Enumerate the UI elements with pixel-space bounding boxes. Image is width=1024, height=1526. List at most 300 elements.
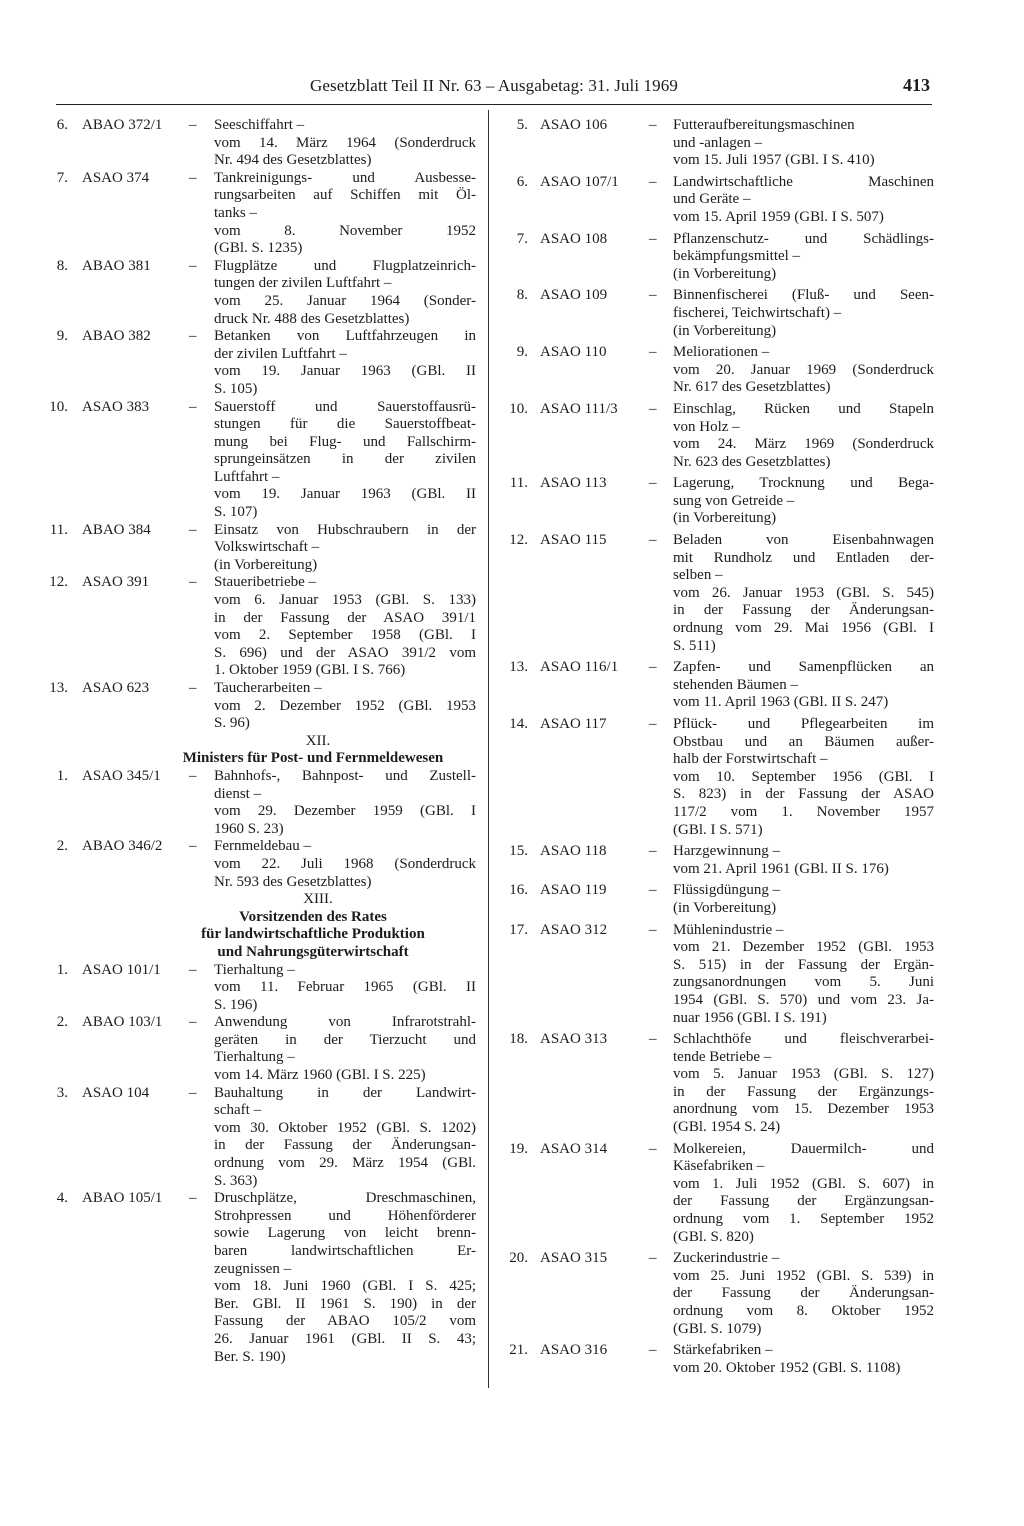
list-entry bbox=[30, 962, 476, 1015]
list-entry bbox=[30, 680, 476, 733]
section-heading: und Nahrungsgüterwirtschaft bbox=[217, 943, 409, 960]
entry-line: Binnenfischerei (Fluß- und Seen- bbox=[673, 287, 934, 304]
entry-line: (in Vorbereitung) bbox=[673, 899, 777, 916]
entry-code: ASAO 110 bbox=[540, 344, 607, 361]
list-entry bbox=[30, 170, 476, 258]
entry-line: sung von Getreide – bbox=[673, 492, 795, 509]
entry-line: vom 14. März 1964 (Sonderdruck bbox=[214, 134, 476, 151]
entry-line: vom 15. Juli 1957 (GBl. I S. 410) bbox=[673, 152, 875, 169]
entry-line: 26. Januar 1961 (GBl. II S. 43; bbox=[214, 1330, 476, 1347]
entry-number: 2. bbox=[56, 1014, 68, 1031]
entry-line: Einsatz von Hubschraubern in der bbox=[214, 521, 476, 538]
entry-line: Molkereien, Dauermilch- und bbox=[673, 1140, 934, 1157]
list-entry bbox=[30, 522, 476, 575]
entry-number: 1. bbox=[56, 961, 68, 978]
entry-text bbox=[214, 1085, 476, 1191]
list-entry bbox=[30, 768, 476, 838]
entry-text bbox=[214, 838, 476, 891]
entry-line: nuar 1956 (GBl. I S. 191) bbox=[673, 1009, 827, 1026]
section-heading: für landwirtschaftliche Produktion bbox=[201, 926, 425, 943]
list-entry bbox=[498, 344, 934, 397]
header-rule bbox=[56, 104, 932, 105]
entry-line: (GBl. S. 1235) bbox=[214, 240, 303, 257]
entry-line: 1954 (GBl. S. 570) und vom 23. Ja- bbox=[673, 991, 934, 1008]
entry-line: Ber. GBl. II 1961 S. 190) in der bbox=[214, 1295, 476, 1312]
entry-line: zungsanordnungen vom 5. Juni bbox=[673, 974, 934, 991]
entry-number: 1. bbox=[56, 767, 68, 784]
entry-code: ASAO 315 bbox=[540, 1250, 608, 1267]
entry-line: und Geräte – bbox=[673, 191, 751, 208]
entry-line: vom 22. Juli 1968 (Sonderdruck bbox=[214, 855, 476, 872]
entry-line: Pflück- und Pflegearbeiten im bbox=[673, 716, 934, 732]
entry-code: ASAO 109 bbox=[540, 287, 608, 304]
entry-code: ASAO 314 bbox=[540, 1140, 608, 1157]
entry-code: ASAO 383 bbox=[82, 398, 150, 415]
entry-dash: – bbox=[649, 532, 657, 549]
entry-line: Stärkefabriken – bbox=[673, 1342, 773, 1359]
list-entry bbox=[30, 399, 476, 522]
entry-line: in der Fassung der Änderungsan- bbox=[214, 1137, 476, 1154]
entry-text bbox=[214, 522, 476, 575]
entry-dash: – bbox=[189, 169, 197, 186]
entry-code: ASAO 313 bbox=[540, 1031, 608, 1048]
entry-line: Obstbau und an Bäumen außer- bbox=[673, 733, 934, 750]
entry-code: ABAO 103/1 bbox=[82, 1014, 163, 1031]
entry-line: Landwirtschaftliche Maschinen bbox=[673, 173, 934, 190]
entry-line: Harzgewinnung – bbox=[673, 843, 781, 860]
entry-number: 21. bbox=[509, 1342, 528, 1359]
entry-line: stungen für die Sauerstoffbeat- bbox=[214, 416, 476, 433]
list-entry bbox=[30, 328, 476, 398]
entry-text bbox=[673, 344, 934, 397]
section-roman: XII. bbox=[305, 732, 331, 749]
entry-number: 15. bbox=[509, 843, 528, 860]
list-entry bbox=[30, 117, 476, 170]
entry-number: 9. bbox=[516, 344, 528, 361]
entry-line: Flugplätze und Flugplatzeinrich- bbox=[214, 257, 476, 274]
entry-line: der zivilen Luftfahrt – bbox=[214, 345, 347, 362]
entry-line: tungen der zivilen Luftfahrt – bbox=[214, 275, 392, 292]
list-entry bbox=[498, 659, 934, 712]
entry-line: (in Vorbereitung) bbox=[214, 556, 318, 573]
page-number: 413 bbox=[903, 75, 930, 95]
entry-dash: – bbox=[649, 400, 657, 417]
entry-line: in der Fassung der ASAO 391/1 bbox=[214, 609, 476, 626]
entry-line: Flüssigdüngung – bbox=[673, 882, 781, 899]
entry-dash: – bbox=[189, 1190, 197, 1207]
entry-line: der Fassung der Ergänzungsan- bbox=[673, 1193, 934, 1210]
entry-line: vom 6. Januar 1953 (GBl. S. 133) bbox=[214, 592, 476, 609]
entry-code: ASAO 117 bbox=[540, 716, 607, 732]
entry-text bbox=[673, 882, 934, 917]
entry-dash: – bbox=[649, 1342, 657, 1359]
entry-line: vom 19. Januar 1963 (GBl. II bbox=[214, 363, 476, 380]
entry-code: ASAO 108 bbox=[540, 230, 608, 247]
entry-code: ASAO 374 bbox=[82, 169, 150, 186]
entry-line: halb der Forstwirtschaft – bbox=[673, 751, 828, 768]
list-entry bbox=[30, 1085, 476, 1191]
list-entry bbox=[498, 1250, 934, 1338]
list-entry bbox=[498, 401, 934, 471]
entry-line: Tierhaltung – bbox=[214, 1049, 295, 1066]
entry-line: in der Fassung der Änderungsan- bbox=[673, 602, 934, 619]
entry-line: Nr. 617 des Gesetzblattes) bbox=[673, 379, 831, 396]
entry-line: Druschplätze, Dreschmaschinen, bbox=[214, 1190, 476, 1207]
entry-text bbox=[673, 1250, 934, 1338]
entry-line: Taucherarbeiten – bbox=[214, 680, 322, 696]
entry-text bbox=[673, 475, 934, 528]
entry-text bbox=[673, 117, 934, 170]
entry-line: schaft – bbox=[214, 1102, 262, 1119]
right-column bbox=[498, 117, 934, 1377]
entry-line: (GBl. I S. 571) bbox=[673, 821, 763, 838]
entry-line: S. 515) in der Fassung der Ergän- bbox=[673, 956, 934, 973]
entry-number: 12. bbox=[49, 574, 68, 591]
entry-dash: – bbox=[189, 117, 197, 133]
entry-text bbox=[673, 174, 934, 227]
entry-number: 13. bbox=[509, 659, 528, 676]
entry-line: mung bei Flug- und Fallschirm- bbox=[214, 433, 476, 450]
entry-line: 1. Oktober 1959 (GBl. I S. 766) bbox=[214, 662, 406, 679]
entry-code: ABAO 105/1 bbox=[82, 1190, 163, 1207]
section-roman: XIII. bbox=[303, 891, 333, 908]
entry-line: vom 11. Februar 1965 (GBl. II bbox=[214, 979, 476, 996]
entry-line: ordnung vom 1. September 1952 bbox=[673, 1211, 934, 1228]
entry-code: ASAO 312 bbox=[540, 921, 608, 938]
list-entry bbox=[498, 922, 934, 1028]
entry-line: Tankreinigungs- und Ausbesse- bbox=[214, 169, 476, 186]
entry-line: vom 11. April 1963 (GBl. II S. 247) bbox=[673, 694, 889, 711]
entry-code: ASAO 623 bbox=[82, 680, 150, 696]
entry-number: 8. bbox=[516, 287, 528, 304]
entry-line: Fassung der ABAO 105/2 vom bbox=[214, 1313, 476, 1330]
list-entry bbox=[498, 843, 934, 878]
entry-dash: – bbox=[189, 328, 197, 345]
list-entry bbox=[498, 1141, 934, 1247]
entry-text bbox=[673, 843, 934, 878]
entry-code: ABAO 384 bbox=[82, 521, 151, 538]
entry-number: 12. bbox=[509, 532, 528, 549]
entry-code: ASAO 107/1 bbox=[540, 173, 619, 190]
entry-line: vom 19. Januar 1963 (GBl. II bbox=[214, 486, 476, 503]
entry-number: 6. bbox=[516, 173, 528, 190]
entry-number: 6. bbox=[56, 117, 68, 133]
entry-dash: – bbox=[649, 659, 657, 676]
entry-text bbox=[673, 659, 934, 712]
entry-text bbox=[214, 117, 476, 170]
entry-line: vom 10. September 1956 (GBl. I bbox=[673, 768, 934, 785]
entry-line: vom 8. November 1952 bbox=[214, 222, 476, 239]
entry-line: fischerei, Teichwirtschaft) – bbox=[673, 304, 842, 321]
entry-text bbox=[214, 962, 476, 1015]
entry-line: S. 96) bbox=[214, 715, 250, 732]
entry-line: Bahnhofs-, Bahnpost- und Zustell- bbox=[214, 767, 476, 784]
entry-code: ASAO 115 bbox=[540, 532, 607, 549]
entry-line: anordnung vom 15. Dezember 1953 bbox=[673, 1101, 934, 1118]
entry-line: druck Nr. 488 des Gesetzblattes) bbox=[214, 310, 410, 327]
entry-line: vom 18. Juni 1960 (GBl. I S. 425; bbox=[214, 1278, 476, 1295]
list-entry bbox=[30, 258, 476, 328]
entry-line: Meliorationen – bbox=[673, 344, 770, 361]
entry-line: vom 20. Oktober 1952 (GBl. S. 1108) bbox=[673, 1359, 901, 1376]
entry-dash: – bbox=[649, 117, 657, 133]
entry-code: ASAO 111/3 bbox=[540, 400, 618, 417]
entry-dash: – bbox=[649, 344, 657, 361]
entry-line: vom 21. Dezember 1952 (GBl. 1953 bbox=[673, 939, 934, 956]
entry-line: Zuckerindustrie – bbox=[673, 1250, 780, 1267]
entry-code: ASAO 104 bbox=[82, 1084, 150, 1101]
entry-line: 1960 S. 23) bbox=[214, 820, 284, 837]
entry-text bbox=[673, 716, 934, 839]
entry-dash: – bbox=[189, 1084, 197, 1101]
left-column bbox=[30, 117, 476, 1366]
entry-line: Seeschiffahrt – bbox=[214, 117, 305, 133]
entry-dash: – bbox=[189, 574, 197, 591]
entry-line: ordnung vom 29. März 1954 (GBl. bbox=[214, 1155, 476, 1172]
entry-code: ASAO 113 bbox=[540, 475, 607, 492]
entry-line: tanks – bbox=[214, 204, 257, 221]
entry-line: Betanken von Luftfahrzeugen in bbox=[214, 328, 476, 345]
entry-code: ABAO 346/2 bbox=[82, 838, 163, 855]
entry-line: vom 15. April 1959 (GBl. I S. 507) bbox=[673, 208, 884, 225]
entry-line: sowie Lagerung von leicht brenn- bbox=[214, 1225, 476, 1242]
entry-dash: – bbox=[649, 882, 657, 899]
entry-number: 14. bbox=[509, 716, 528, 732]
entry-line: in der Fassung der Ergänzungs- bbox=[673, 1083, 934, 1100]
entry-text bbox=[673, 287, 934, 340]
entry-line: Luftfahrt – bbox=[214, 468, 280, 485]
list-entry bbox=[498, 287, 934, 340]
entry-line: Ber. S. 190) bbox=[214, 1348, 286, 1365]
entry-text bbox=[673, 1141, 934, 1247]
entry-number: 4. bbox=[56, 1190, 68, 1207]
entry-text bbox=[214, 768, 476, 838]
entry-number: 9. bbox=[56, 328, 68, 345]
entry-line: der Fassung der Änderungsan- bbox=[673, 1285, 934, 1302]
column-divider bbox=[488, 110, 489, 1388]
entry-line: Futteraufbereitungsmaschinen bbox=[673, 117, 855, 133]
entry-number: 13. bbox=[49, 680, 68, 696]
entry-line: Nr. 593 des Gesetzblattes) bbox=[214, 873, 372, 890]
list-entry bbox=[498, 532, 934, 655]
entry-text bbox=[214, 170, 476, 258]
entry-line: Fernmeldebau – bbox=[214, 838, 312, 855]
entry-dash: – bbox=[649, 1250, 657, 1267]
entry-dash: – bbox=[649, 921, 657, 938]
entry-text bbox=[673, 532, 934, 655]
entry-dash: – bbox=[189, 257, 197, 274]
entry-line: Sauerstoff und Sauerstoffausrü- bbox=[214, 398, 476, 415]
entry-number: 7. bbox=[56, 169, 68, 186]
entry-line: S. 363) bbox=[214, 1172, 258, 1189]
entry-line: S. 823) in der Fassung der ASAO bbox=[673, 786, 934, 803]
entry-line: vom 14. März 1960 (GBl. I S. 225) bbox=[214, 1067, 426, 1084]
left-entries-a bbox=[30, 117, 476, 733]
entry-line: (GBl. 1954 S. 24) bbox=[673, 1119, 781, 1136]
entry-dash: – bbox=[649, 716, 657, 732]
entry-line: rungsarbeiten auf Schiffen mit Öl- bbox=[214, 187, 476, 204]
entry-line: Einschlag, Rücken und Stapeln bbox=[673, 400, 934, 417]
header-title: Gesetzblatt Teil II Nr. 63 – Ausgabetag: 31. Juli 1969 bbox=[310, 76, 678, 95]
entry-number: 2. bbox=[56, 838, 68, 855]
list-entry bbox=[30, 838, 476, 891]
entry-dash: – bbox=[189, 680, 197, 696]
entry-dash: – bbox=[189, 398, 197, 415]
entry-number: 3. bbox=[56, 1084, 68, 1101]
entry-line: S. 196) bbox=[214, 996, 258, 1013]
entry-text bbox=[214, 680, 476, 733]
entry-number: 18. bbox=[509, 1031, 528, 1048]
entry-number: 19. bbox=[509, 1140, 528, 1157]
entry-line: zeugnissen – bbox=[214, 1260, 292, 1277]
entry-line: (GBl. S. 1079) bbox=[673, 1320, 762, 1337]
entry-line: S. 511) bbox=[673, 637, 716, 654]
entry-line: stehenden Bäumen – bbox=[673, 676, 798, 693]
entry-dash: – bbox=[189, 1014, 197, 1031]
entry-line: und -anlagen – bbox=[673, 134, 763, 151]
entry-text bbox=[214, 399, 476, 522]
entry-dash: – bbox=[649, 1140, 657, 1157]
entry-number: 20. bbox=[509, 1250, 528, 1267]
entry-line: Mühlenindustrie – bbox=[673, 921, 784, 938]
entry-dash: – bbox=[649, 287, 657, 304]
entry-line: (GBl. S. 820) bbox=[673, 1228, 754, 1245]
list-entry bbox=[498, 1031, 934, 1137]
entry-line: Strohpressen und Höhenförderer bbox=[214, 1207, 476, 1224]
entry-code: ASAO 118 bbox=[540, 843, 607, 860]
entry-dash: – bbox=[649, 1031, 657, 1048]
entry-line: vom 26. Januar 1953 (GBl. S. 545) bbox=[673, 584, 934, 601]
section-xiii bbox=[30, 891, 476, 961]
entry-line: vom 25. Januar 1964 (Sonder- bbox=[214, 292, 476, 309]
entry-line: Nr. 494 des Gesetzblattes) bbox=[214, 152, 372, 169]
entry-number: 17. bbox=[509, 921, 528, 938]
entry-line: 117/2 vom 1. November 1957 bbox=[673, 803, 934, 820]
entry-line: ordnung vom 8. Oktober 1952 bbox=[673, 1303, 934, 1319]
entry-line: Käsefabriken – bbox=[673, 1158, 765, 1175]
entry-line: S. 696) und der ASAO 391/2 vom bbox=[214, 644, 476, 661]
entry-line: Anwendung von Infrarotstrahl- bbox=[214, 1014, 476, 1031]
entry-text bbox=[214, 1014, 476, 1084]
list-entry bbox=[30, 574, 476, 680]
entry-line: Schlachthöfe und fleischverarbei- bbox=[673, 1031, 934, 1048]
list-entry bbox=[498, 231, 934, 284]
entry-code: ASAO 391 bbox=[82, 574, 150, 591]
page-header bbox=[56, 76, 932, 102]
entry-line: dienst – bbox=[214, 785, 262, 802]
entry-text bbox=[214, 258, 476, 328]
entry-line: Volkswirtschaft – bbox=[214, 539, 320, 556]
entry-text bbox=[673, 231, 934, 284]
entry-line: Staueribetriebe – bbox=[214, 574, 317, 591]
entry-line: vom 29. Dezember 1959 (GBl. I bbox=[214, 803, 476, 820]
entry-line: sprungeinsätzen in der zivilen bbox=[214, 451, 476, 468]
entry-code: ABAO 382 bbox=[82, 328, 151, 345]
entry-code: ASAO 106 bbox=[540, 117, 608, 133]
entry-code: ASAO 101/1 bbox=[82, 961, 161, 978]
entry-number: 8. bbox=[56, 257, 68, 274]
entry-line: von Holz – bbox=[673, 418, 740, 435]
entry-text bbox=[214, 1190, 476, 1366]
entry-line: Bauhaltung in der Landwirt- bbox=[214, 1084, 476, 1101]
entry-text bbox=[214, 574, 476, 680]
entry-dash: – bbox=[649, 230, 657, 247]
entry-text bbox=[673, 1342, 934, 1377]
entry-code: ASAO 345/1 bbox=[82, 767, 161, 784]
entry-text bbox=[214, 328, 476, 398]
entry-number: 11. bbox=[509, 475, 528, 492]
entry-dash: – bbox=[649, 475, 657, 492]
entry-line: vom 24. März 1969 (Sonderdruck bbox=[673, 436, 934, 453]
entry-line: Nr. 623 des Gesetzblattes) bbox=[673, 453, 831, 470]
entry-number: 11. bbox=[49, 521, 68, 538]
entry-line: vom 5. Januar 1953 (GBl. S. 127) bbox=[673, 1066, 934, 1083]
entry-dash: – bbox=[189, 767, 197, 784]
list-entry bbox=[498, 117, 934, 170]
entry-line: (in Vorbereitung) bbox=[673, 510, 777, 527]
entry-code: ASAO 316 bbox=[540, 1342, 608, 1359]
entry-number: 10. bbox=[49, 398, 68, 415]
section-heading: Ministers für Post- und Fernmeldewesen bbox=[182, 750, 444, 767]
entry-dash: – bbox=[189, 961, 197, 978]
entry-code: ASAO 119 bbox=[540, 882, 607, 899]
entry-line: (in Vorbereitung) bbox=[673, 265, 777, 282]
entry-line: S. 105) bbox=[214, 380, 258, 397]
entry-line: vom 1. Juli 1952 (GBl. S. 607) in bbox=[673, 1175, 934, 1192]
entry-line: Beladen von Eisenbahnwagen bbox=[673, 532, 934, 549]
entry-line: (in Vorbereitung) bbox=[673, 322, 777, 339]
list-entry bbox=[30, 1014, 476, 1084]
section-xii bbox=[30, 733, 476, 768]
list-entry bbox=[498, 882, 934, 917]
entry-text bbox=[673, 922, 934, 1028]
entry-line: Pflanzenschutz- und Schädlings- bbox=[673, 230, 934, 247]
entry-dash: – bbox=[649, 843, 657, 860]
left-entries-b bbox=[30, 768, 476, 891]
entry-line: mit Rundholz und Entladen der- bbox=[673, 549, 934, 566]
entry-line: vom 2. September 1958 (GBl. I bbox=[214, 627, 476, 644]
entry-line: baren landwirtschaftlichen Er- bbox=[214, 1243, 476, 1259]
list-entry bbox=[30, 1190, 476, 1366]
entry-line: Zapfen- und Samenpflücken an bbox=[673, 659, 934, 676]
entry-line: tende Betriebe – bbox=[673, 1048, 772, 1065]
entry-line: bekämpfungsmittel – bbox=[673, 248, 801, 265]
entry-dash: – bbox=[189, 838, 197, 855]
left-entries-c bbox=[30, 962, 476, 1367]
list-entry bbox=[498, 1342, 934, 1377]
entry-line: vom 30. Oktober 1952 (GBl. S. 1202) bbox=[214, 1119, 476, 1136]
entry-number: 5. bbox=[516, 117, 528, 133]
entry-line: vom 2. Dezember 1952 (GBl. 1953 bbox=[214, 697, 476, 714]
entry-line: ordnung vom 29. Mai 1956 (GBl. I bbox=[673, 620, 934, 637]
list-entry bbox=[498, 174, 934, 227]
entry-text bbox=[673, 401, 934, 471]
entry-code: ASAO 116/1 bbox=[540, 659, 619, 676]
entry-line: selben – bbox=[673, 567, 723, 584]
right-entries bbox=[498, 117, 934, 1377]
entry-line: vom 25. Juni 1952 (GBl. S. 539) in bbox=[673, 1267, 934, 1284]
entry-number: 7. bbox=[516, 230, 528, 247]
entry-number: 16. bbox=[509, 882, 528, 899]
list-entry bbox=[498, 716, 934, 839]
entry-line: S. 107) bbox=[214, 504, 258, 521]
entry-dash: – bbox=[189, 521, 197, 538]
entry-dash: – bbox=[649, 173, 657, 190]
entry-text bbox=[673, 1031, 934, 1137]
entry-code: ABAO 372/1 bbox=[82, 117, 163, 133]
entry-code: ABAO 381 bbox=[82, 257, 151, 274]
entry-line: Lagerung, Trocknung und Bega- bbox=[673, 475, 934, 492]
